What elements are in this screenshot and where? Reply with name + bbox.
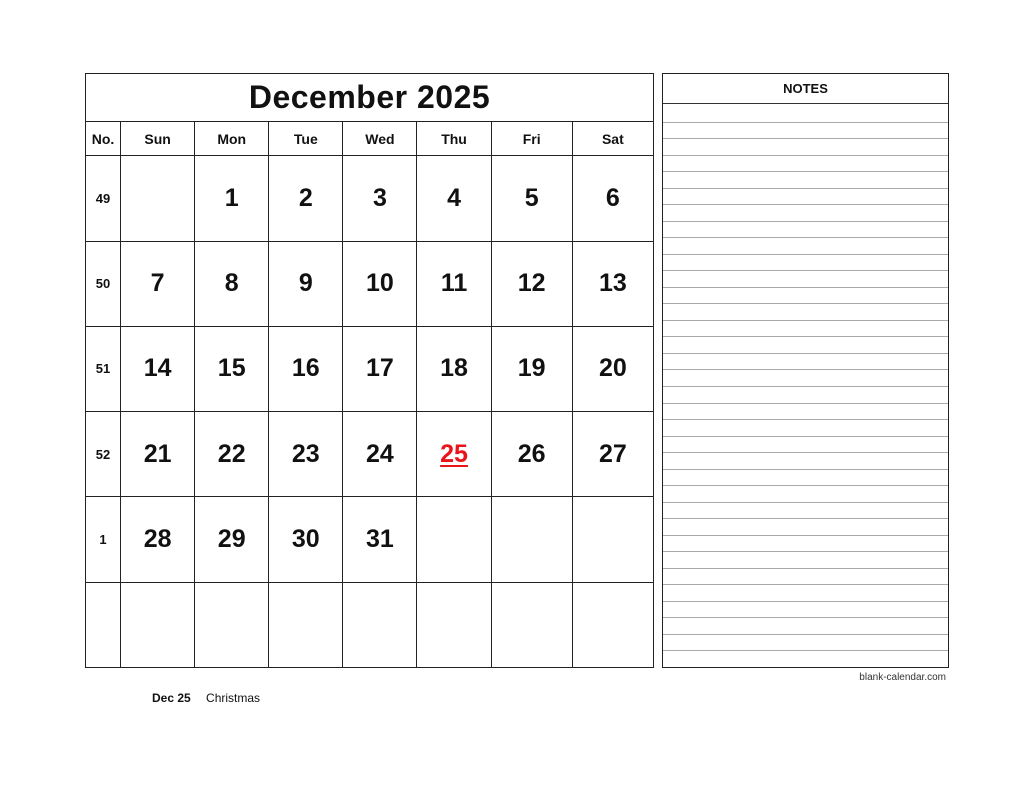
day-cell: [572, 582, 653, 667]
day-cell: [269, 582, 343, 667]
day-cell: 28: [121, 497, 195, 582]
day-cell: 21: [121, 412, 195, 497]
day-cell: 17: [343, 326, 417, 411]
day-cell: 5: [491, 156, 572, 241]
week-row: [86, 241, 654, 326]
notes-panel: [662, 73, 949, 668]
note-line: [663, 436, 948, 437]
day-cell: 22: [195, 412, 269, 497]
note-line: [663, 254, 948, 255]
day-cell: [195, 582, 269, 667]
note-line: [663, 502, 948, 503]
note-line: [663, 386, 948, 387]
note-line: [663, 369, 948, 370]
day-cell: 8: [195, 241, 269, 326]
note-line: [663, 138, 948, 139]
day-cell: 1: [195, 156, 269, 241]
day-cell: 7: [121, 241, 195, 326]
header-mon: Mon: [195, 122, 269, 156]
week-row: [86, 326, 654, 411]
day-cell: 15: [195, 326, 269, 411]
day-cell: 20: [572, 326, 653, 411]
note-line: [663, 551, 948, 552]
header-week-no: No.: [86, 122, 121, 156]
day-cell: [121, 582, 195, 667]
notes-title: NOTES: [663, 74, 948, 104]
day-cell: 24: [343, 412, 417, 497]
note-line: [663, 122, 948, 123]
day-cell: 11: [417, 241, 491, 326]
note-line: [663, 336, 948, 337]
note-line: [663, 601, 948, 602]
day-cell: 19: [491, 326, 572, 411]
day-cell: 27: [572, 412, 653, 497]
note-line: [663, 634, 948, 635]
note-line: [663, 485, 948, 486]
note-line: [663, 204, 948, 205]
header-tue: Tue: [269, 122, 343, 156]
day-cell: 29: [195, 497, 269, 582]
header-fri: Fri: [491, 122, 572, 156]
day-cell: 2: [269, 156, 343, 241]
day-cell: 16: [269, 326, 343, 411]
day-cell: [121, 156, 195, 241]
week-row: [86, 412, 654, 497]
note-line: [663, 303, 948, 304]
day-cell: 3: [343, 156, 417, 241]
holiday-name: Christmas: [206, 691, 261, 705]
note-line: [663, 237, 948, 238]
note-line: [663, 270, 948, 271]
day-cell: 14: [121, 326, 195, 411]
note-line: [663, 403, 948, 404]
header-wed: Wed: [343, 122, 417, 156]
calendar-table: [85, 73, 654, 668]
header-sat: Sat: [572, 122, 653, 156]
note-line: [663, 469, 948, 470]
header-sun: Sun: [121, 122, 195, 156]
week-number: 51: [86, 326, 121, 411]
note-line: [663, 221, 948, 222]
note-line: [663, 188, 948, 189]
day-cell: 26: [491, 412, 572, 497]
week-number: 50: [86, 241, 121, 326]
day-cell-holiday: 25: [417, 412, 491, 497]
day-cell: [572, 497, 653, 582]
week-number: [86, 582, 121, 667]
note-line: [663, 518, 948, 519]
day-cell: [343, 582, 417, 667]
note-line: [663, 287, 948, 288]
note-line: [663, 452, 948, 453]
note-line: [663, 650, 948, 651]
holiday-legend: [152, 691, 260, 705]
day-cell: 31: [343, 497, 417, 582]
week-row: [86, 582, 654, 667]
header-thu: Thu: [417, 122, 491, 156]
day-cell: 10: [343, 241, 417, 326]
week-row: [86, 497, 654, 582]
note-line: [663, 320, 948, 321]
day-cell: [417, 497, 491, 582]
week-row: [86, 156, 654, 241]
note-line: [663, 155, 948, 156]
day-cell: 4: [417, 156, 491, 241]
calendar-title: December 2025: [86, 74, 654, 122]
week-number: 52: [86, 412, 121, 497]
day-cell: 30: [269, 497, 343, 582]
note-line: [663, 353, 948, 354]
note-line: [663, 419, 948, 420]
note-line: [663, 171, 948, 172]
note-line: [663, 584, 948, 585]
week-number: 49: [86, 156, 121, 241]
day-cell: 18: [417, 326, 491, 411]
day-cell: 23: [269, 412, 343, 497]
day-cell: 6: [572, 156, 653, 241]
day-cell: 9: [269, 241, 343, 326]
week-number: 1: [86, 497, 121, 582]
notes-lines: [663, 105, 948, 667]
day-cell: [491, 582, 572, 667]
holiday-date: Dec 25: [152, 691, 191, 705]
day-cell: [417, 582, 491, 667]
note-line: [663, 568, 948, 569]
site-credit: blank-calendar.com: [859, 672, 946, 683]
note-line: [663, 617, 948, 618]
day-cell: 13: [572, 241, 653, 326]
note-line: [663, 535, 948, 536]
day-cell: 12: [491, 241, 572, 326]
day-cell: [491, 497, 572, 582]
